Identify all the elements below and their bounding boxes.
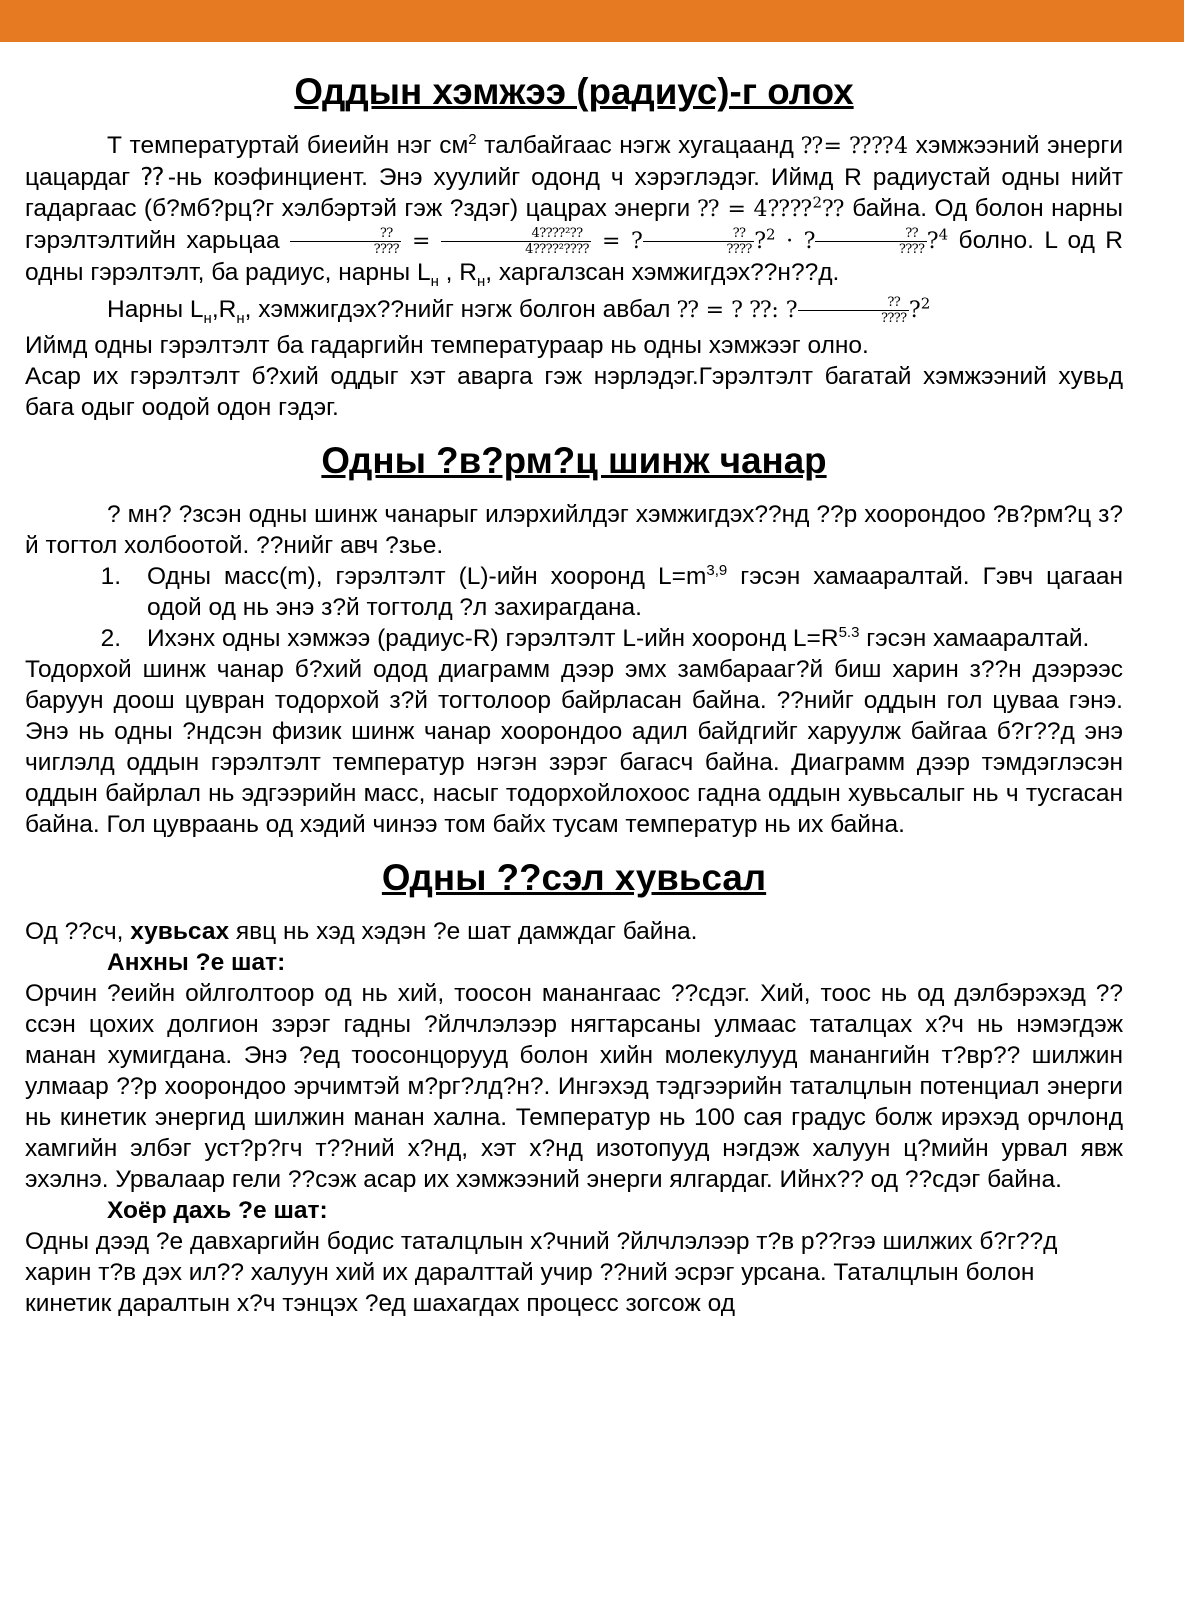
fraction-luminosity-expansion: $\frac{\text{4⁇⁇²⁇}}{\text{4⁇⁇²⁇⁇}}$: [441, 226, 591, 257]
section-title-star-evolution: Одны ??сэл хувьсал: [381, 857, 767, 899]
header-accent-bar: [0, 0, 1184, 42]
paragraph-solar-units: Нарны $L_н,R_н$, хэмжигдэх??нийг нэгж болгон авбал ⁇ = ? ⁇: ? $\frac{⁇}{⁇⁇}$ ?$^2$: [107, 294, 931, 327]
stage1-title: Анхны ?е шат:: [107, 949, 286, 977]
paragraph-main-sequence: Тодорхой шинж чанар б?хий одод диаграмм дээр эмх замбарааг?й биш харин з??н дээрээс баруун доош цувран тодорхой з?й тогтолоор байрласан байна. ??нийг оддын гол цуваа гэнэ. Энэ нь одны ?ндсэн физик шинж чанар хоорондоо адил байдгийг харуулж байгаа б?г??д энэ чиглэлд оддын гэрэлтэлт температур нэгэн зэрэг багасч байна. Диаграмм дээр тэмдэглэсэн оддын байрлал нь эдгээрийн масс, насыг тодорхойлохоос гадна оддын хувьсалыг нь ч тусгасан байна. Гол цувраань од хэдий чинээ том байх тусам температур нь их байна.: [25, 656, 1123, 839]
section-title-star-radius: Оддын хэмжээ (радиус)-г олох: [294, 71, 854, 112]
relations-list: [25, 561, 1123, 654]
fraction-luminosity-ratio: $\frac{⁇}{⁇⁇}$: [290, 226, 401, 257]
list-item: 2. Ихэнх одны хэмжээ (радиус-R) гэрэлтэлт L-ийн хооронд $L=R^{5.3}$ гэсэн хамааралтай.: [100, 623, 1090, 653]
fraction-radius-temperature: $\frac{⁇}{⁇⁇}$: [798, 295, 909, 326]
document-page: [25, 72, 1123, 1319]
fraction-radius-ratio: $\frac{⁇}{⁇⁇}$: [643, 226, 754, 257]
paragraph-giants-dwarfs: Асар их гэрэлтэлт б?хий оддыг хэт аварга гэж нэрлэдэг.Гэрэлтэлт багатай хэмжээний хувьд бага одыг оодой одон гэдэг.: [25, 363, 1123, 422]
list-item: 1. Одны масс(m), гэрэлтэлт (L)-ийн хооронд $L=m^{3,9}$ гэсэн хамааралтай. Гэвч цагаан одой од нь энэ з?й тогтолд ?л захирагдана.: [100, 561, 1123, 622]
formula-radius: ⁇ = ? ⁇: ?: [677, 298, 798, 324]
fraction-temperature-ratio: $\frac{⁇}{⁇⁇}$: [815, 226, 926, 257]
section-title-star-properties: Одны ?в?рм?ц шинж чанар: [321, 440, 827, 482]
paragraph-stage2: Одны дээд ?е давхаргийн бодис таталцлын х?чний ?йлчлэлээр т?в р??гээ шилжих б?г??д харин т?в дэх ил?? халуун хий их даралттай учир ??ний эсрэг урсана. Таталцлын болон кинетик даралтын х?ч тэнцэх ?ед шахагдах процесс зогсож од: [25, 1228, 1058, 1318]
paragraph-size-determination: Иймд одны гэрэлтэлт ба гадаргийн температураар нь одны хэмжээг олно.: [25, 332, 869, 360]
paragraph-properties-intro: ? мн? ?зсэн одны шинж чанарыг илэрхийлдэг хэмжигдэх??нд ??р хоорондоо ?в?рм?ц з?й тогтол холбоотой. ??нийг авч ?зье.: [25, 501, 1123, 560]
stage2-title: Хоёр дахь ?е шат:: [107, 1197, 328, 1225]
paragraph-stefan-law: Т температуртай биеийн нэг $см^2$ талбайгаас нэгж хугацаанд ⁇= ⁇⁇4 хэмжээний энерги цацардаг ⁇-нь коэфинциент. Энэ хуулийг одонд ч хэрэглэдэг. Иймд R радиустай одны нийт гадаргаас (б?мб?рц?г хэлбэртэй гэж ?здэг) цацрах энерги ⁇ = 4⁇⁇$^2$⁇ байна. Од болон нарны гэрэлтэлтийн харьцаа $\frac{⁇}{⁇⁇}$ = $\frac{\text{4⁇⁇²⁇}}{\text{4⁇⁇²⁇⁇}}$ = ? $\frac{⁇}{⁇⁇}$ ?$^2$ · ? $\frac{⁇}{⁇⁇}$ ?$^4$ болно. L од R одны гэрэлтэлт, ба радиус, нарны $L_н$ , $R_н$, харгалзсан хэмжигдэх??н??д.: [25, 130, 1124, 290]
paragraph-evolution-intro: Од ??сч, хувьсах явц нь хэд хэдэн ?е шат дамждаг байна.: [25, 918, 698, 946]
paragraph-stage1: Орчин ?еийн ойлголтоор од нь хий, тоосон манангаас ??сдэг. Хий, тоос нь од дэлбэрэхэд ??ссэн цохих долгион зэрэг гадны ?йлчлэлээр нягтарсаны улмаас таталцах х?ч нь нэмэгдэж манан хумигдана. Энэ ?ед тоосонцорууд болон хийн молекулууд манангийн т?вр?? шилжин улмаар ??р хоорондоо эрчимтэй м?рг?лд?н?. Ингэхэд тэдгээрийн таталцлын потенциал энерги нь кинетик энергид шилжин манан хална. Температур нь 100 сая градус болж ирэхэд орчлонд хамгийн элбэг уст?р?гч т??ний х?нд, хэт х?нд изотопууд нэгдэж халуун ц?мийн урвал явж эхэлнэ. Урвалаар гели ??сэж асар их хэмжээний энерги ялгардаг. Ийнх?? од ??сдэг байна.: [25, 980, 1123, 1194]
formula-total-energy: ⁇ = 4⁇⁇$^2$⁇: [697, 193, 845, 222]
formula-emission: ⁇= ⁇⁇4: [801, 134, 909, 159]
